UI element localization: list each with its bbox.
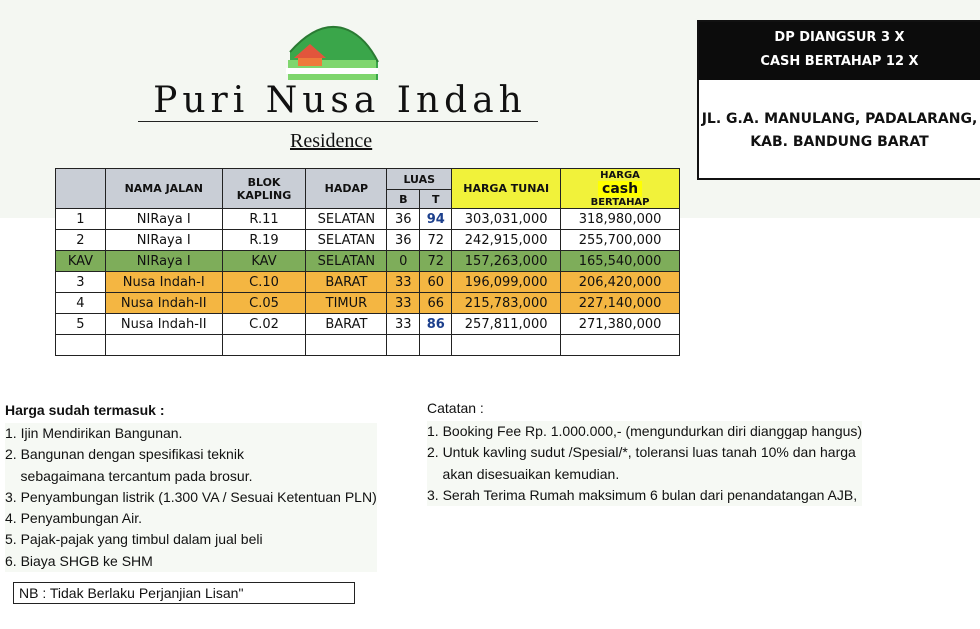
house-hill-logo-icon xyxy=(282,22,382,84)
brand-subtitle: Residence xyxy=(290,130,373,152)
cell-no: KAV xyxy=(56,251,106,272)
header-luas-b: B xyxy=(387,190,420,209)
table-row xyxy=(56,251,680,272)
cell-jalan: NIRaya I xyxy=(105,230,222,251)
cell-harga-bertahap: 271,380,000 xyxy=(561,314,680,335)
cell-hadap: TIMUR xyxy=(306,293,387,314)
cell-no: 1 xyxy=(56,209,106,230)
list-item: 6. Biaya SHGB ke SHM xyxy=(5,551,377,572)
cell-blok: R.11 xyxy=(222,209,306,230)
cell-luas-t: 72 xyxy=(420,230,452,251)
cell-luas-b: 36 xyxy=(387,230,420,251)
header-nama-jalan: NAMA JALAN xyxy=(105,169,222,209)
promo-banner xyxy=(699,22,980,80)
cell-hadap: BARAT xyxy=(306,314,387,335)
cell-luas-b: 0 xyxy=(387,251,420,272)
cell-harga-tunai: 196,099,000 xyxy=(452,272,561,293)
list-item: 4. Penyambungan Air. xyxy=(5,508,377,529)
cell-harga-tunai: 303,031,000 xyxy=(452,209,561,230)
cell-jalan: NIRaya I xyxy=(105,209,222,230)
cell-luas-t: 72 xyxy=(420,251,452,272)
cell-jalan: Nusa Indah-II xyxy=(105,293,222,314)
cell-harga-bertahap: 165,540,000 xyxy=(561,251,680,272)
table-row xyxy=(56,272,680,293)
brand-underline xyxy=(138,121,538,122)
promo-address xyxy=(699,80,980,154)
cell-blok: C.10 xyxy=(222,272,306,293)
header-harga-tunai: HARGA TUNAI xyxy=(452,169,561,209)
header-hadap: HADAP xyxy=(306,169,387,209)
cell-hadap: SELATAN xyxy=(306,230,387,251)
header-luas-t: T xyxy=(420,190,452,209)
header-blok-kapling xyxy=(222,169,306,209)
cell-luas-b: 36 xyxy=(387,209,420,230)
header-harga: HARGA xyxy=(600,169,640,181)
header-bertahap: BERTAHAP xyxy=(590,196,650,208)
includes-list xyxy=(5,423,377,572)
cell-harga-tunai: 257,811,000 xyxy=(452,314,561,335)
notes-list xyxy=(427,421,862,506)
cell-no: 4 xyxy=(56,293,106,314)
header-harga-cash-bertahap xyxy=(561,169,680,209)
price-table xyxy=(55,168,680,356)
cell-blok: C.05 xyxy=(222,293,306,314)
table-row xyxy=(56,314,680,335)
list-item: 3. Penyambungan listrik (1.300 VA / Sesuai Ketentuan PLN) xyxy=(5,487,377,508)
list-item: 2. Untuk kavling sudut /Spesial/*, toleransi luas tanah 10% dan harga xyxy=(427,442,862,463)
promo-box xyxy=(697,20,980,180)
cell-hadap: SELATAN xyxy=(306,209,387,230)
cell-luas-t: 60 xyxy=(420,272,452,293)
list-item: 5. Pajak-pajak yang timbul dalam jual beli xyxy=(5,529,377,550)
cell-harga-bertahap: 255,700,000 xyxy=(561,230,680,251)
includes-title: Harga sudah termasuk : xyxy=(5,402,165,418)
header-cash: cash xyxy=(598,181,642,197)
list-item: sebagaimana tercantum pada brosur. xyxy=(5,466,377,487)
list-item: 1. Ijin Mendirikan Bangunan. xyxy=(5,423,377,444)
address-line-1: JL. G.A. MANULANG, PADALARANG, xyxy=(701,111,978,127)
nb-notice: NB : Tidak Berlaku Perjanjian Lisan" xyxy=(13,582,355,604)
header-blok: BLOK xyxy=(247,175,281,189)
cell-luas-b: 33 xyxy=(387,272,420,293)
table-row-empty xyxy=(56,335,680,356)
cell-luas-t: 66 xyxy=(420,293,452,314)
cell-harga-tunai: 157,263,000 xyxy=(452,251,561,272)
cell-luas-t: 86 xyxy=(420,314,452,335)
cell-hadap: SELATAN xyxy=(306,251,387,272)
cell-blok: C.02 xyxy=(222,314,306,335)
brand-name: Puri Nusa Indah xyxy=(153,80,527,121)
cell-jalan: Nusa Indah-I xyxy=(105,272,222,293)
header-kapling: KAPLING xyxy=(236,188,292,202)
table-row xyxy=(56,209,680,230)
cell-blok: KAV xyxy=(222,251,306,272)
header-no xyxy=(56,169,106,209)
list-item: 2. Bangunan dengan spesifikasi teknik xyxy=(5,444,377,465)
cell-luas-b: 33 xyxy=(387,293,420,314)
promo-line-cash: CASH BERTAHAP 12 X xyxy=(760,54,919,69)
list-item: akan disesuaikan kemudian. xyxy=(427,464,862,485)
cell-jalan: NIRaya I xyxy=(105,251,222,272)
cell-blok: R.19 xyxy=(222,230,306,251)
table-row xyxy=(56,293,680,314)
cell-harga-tunai: 242,915,000 xyxy=(452,230,561,251)
cell-no: 3 xyxy=(56,272,106,293)
cell-jalan: Nusa Indah-II xyxy=(105,314,222,335)
address-line-2: KAB. BANDUNG BARAT xyxy=(750,134,929,150)
cell-harga-tunai: 215,783,000 xyxy=(452,293,561,314)
list-item: 3. Serah Terima Rumah maksimum 6 bulan dari penandatangan AJB, xyxy=(427,485,862,506)
notes-title: Catatan : xyxy=(427,400,484,416)
cell-no: 5 xyxy=(56,314,106,335)
cell-harga-bertahap: 227,140,000 xyxy=(561,293,680,314)
cell-luas-b: 33 xyxy=(387,314,420,335)
cell-luas-t: 94 xyxy=(420,209,452,230)
cell-no: 2 xyxy=(56,230,106,251)
cell-harga-bertahap: 318,980,000 xyxy=(561,209,680,230)
cell-harga-bertahap: 206,420,000 xyxy=(561,272,680,293)
promo-line-dp: DP DIANGSUR 3 X xyxy=(774,30,905,45)
cell-hadap: BARAT xyxy=(306,272,387,293)
table-row xyxy=(56,230,680,251)
header-luas: LUAS xyxy=(387,169,452,190)
list-item: 1. Booking Fee Rp. 1.000.000,- (mengundurkan diri dianggap hangus) xyxy=(427,421,862,442)
